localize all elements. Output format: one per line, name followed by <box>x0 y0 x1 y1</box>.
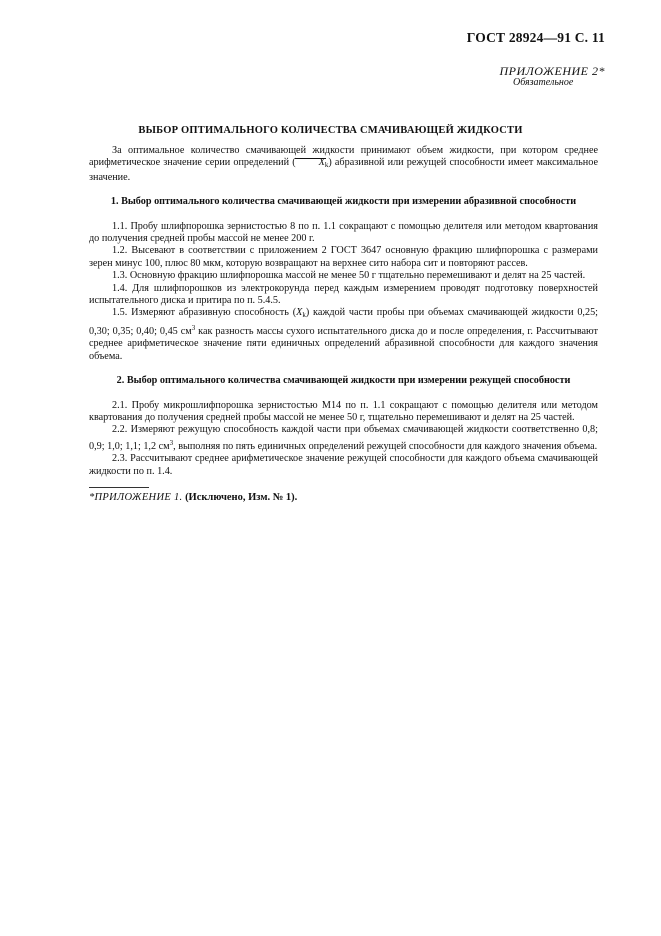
appendix-status: Обязательное <box>513 77 574 88</box>
section-1-heading: 1. Выбор оптимального количества смачивающей жидкости при измерении абразивной способности <box>110 196 577 208</box>
document-header: ГОСТ 28924—91 С. 11 <box>466 30 605 45</box>
footnote: *ПРИЛОЖЕНИЕ 1. (Исключено, Изм. № 1). <box>89 492 298 503</box>
paragraph-1-1: 1.1. Пробу шлифпорошка зернистостью 8 по п. 1.1 сокращают с помощью делителя или методом квартования до получения средней пробы массой не менее 200 г. <box>89 220 598 245</box>
section-2-heading: 2. Выбор оптимального количества смачивающей жидкости при измерении режущей способности <box>116 375 571 387</box>
paragraph-2-3: 2.3. Рассчитывают среднее арифметическое значение режущей способности для каждого объема смачивающей жидкости по п. 1.4. <box>89 453 598 477</box>
page-title: ВЫБОР ОПТИМАЛЬНОГО КОЛИЧЕСТВА СМАЧИВАЮЩЕЙ ЖИДКОСТИ <box>138 125 523 136</box>
paragraph-1-3: 1.3. Основную фракцию шлифпорошка массой не менее 50 г тщательно перемешивают и делят на 25 частей. <box>112 270 586 282</box>
intro-paragraph: За оптимальное количество смачивающей жидкости принимают объем жидкости, при котором среднее арифметическое значение серии определений ( $X_k$) абразивной или режущей способности имеет максимальное значение. <box>89 145 598 183</box>
footnote-divider <box>89 487 149 488</box>
appendix-label: ПРИЛОЖЕНИЕ 2* <box>499 64 605 78</box>
paragraph-1-4: 1.4. Для шлифпорошков из электрокорунда перед каждым измерением проводят подготовку поверхностей испытательного диска и притира по п. 5.4.5. <box>89 282 598 307</box>
paragraph-2-2: 2.2. Измеряют режущую способность каждой части при объемах смачивающей жидкости соответственно 0,8; 0,9; 1,0; 1,1; 1,2 $см^3$, выполняя по пять единичных определений режущей способности для каждого значения объема. <box>89 424 598 452</box>
mean-symbol: X <box>296 157 325 169</box>
document-body <box>89 145 598 478</box>
paragraph-2-1: 2.1. Пробу микрошлифпорошка зернистостью М14 по п. 1.1 сокращают с помощью делителя или методом квартования до получения средней пробы массой не менее 50 г, тщательно перемешивают и делят на 25 частей. <box>89 399 598 423</box>
paragraph-1-2: 1.2. Высевают в соответствии с приложением 2 ГОСТ 3647 основную фракцию шлифпорошка с размерами зерен минус 100, плюс 80 мкм, которую возвращают на верхнее сито набора сит и повторяют рассев. <box>89 245 598 269</box>
paragraph-1-5: 1.5. Измеряют абразивную способность $(X_k)$ каждой части пробы при объемах смачивающей жидкости 0,25; 0,30; 0,35; 0,40; 0,45 $см^3$ как разность массы сухого испытательного диска до и после определения, г. Рассчитывают среднее арифметическое значение пяти единичных определений абразивной способности для каждого значения объема. <box>89 307 598 362</box>
